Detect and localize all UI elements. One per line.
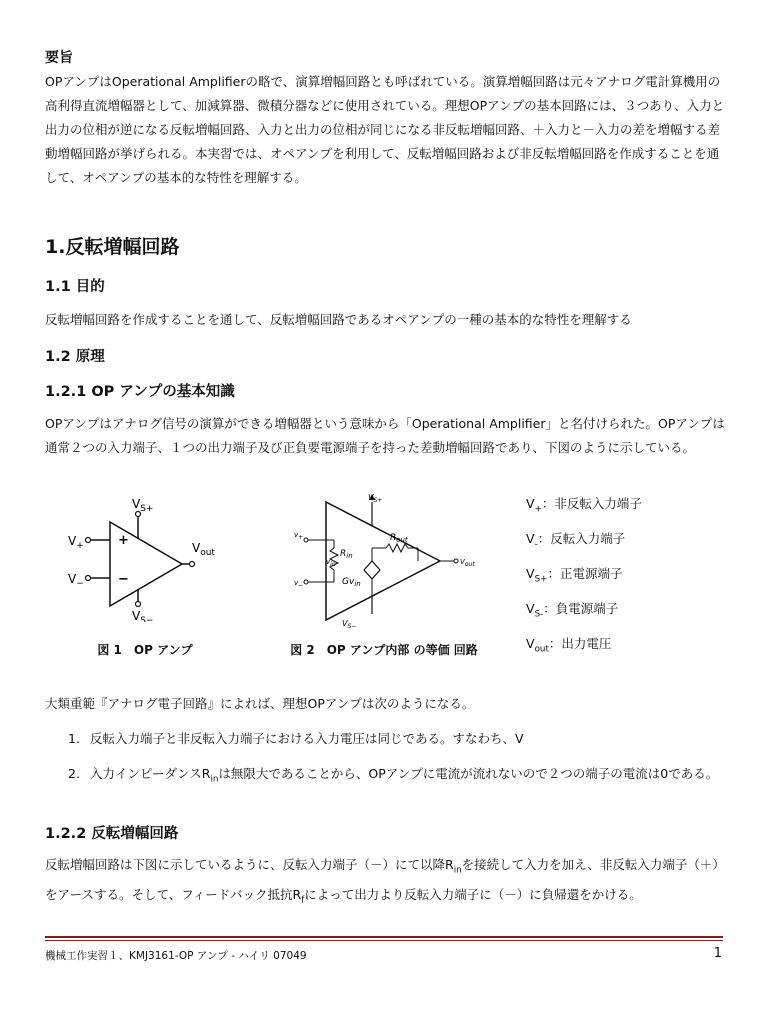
vs-plus-label: $V_{S+}$ — [132, 497, 154, 514]
vminus-label: v− — [294, 579, 304, 589]
footer-rule-thick — [45, 936, 723, 938]
v-minus-label: $V_-$ — [68, 572, 84, 589]
ideal-list-item-1 — [68, 727, 723, 751]
legend-item: $V_{S-}$：負電源端子 — [526, 601, 619, 620]
list-number: 1. — [68, 731, 80, 746]
v-out-label: $V_{out}$ — [192, 541, 215, 558]
abstract-heading: 要旨 — [45, 50, 73, 66]
page-number: 1 — [713, 946, 722, 961]
section-1-1-title: 1.1 目的 — [45, 279, 105, 295]
section-1-2-2-text: 反転増幅回路は下図に示しているように、反転入力端子（－）にて以降$R_{in}$を接続して入力を加え、非反転入力端子（＋）をアースする。そして、フィードバック抵抗$R_f$によって出力より反転入力端子に（－）に負帰還をかける。 — [45, 857, 725, 905]
vplus-label: v+ — [294, 531, 304, 541]
list-text: 反転入力端子と非反転入力端子における入力電圧は同じである。すなわち、V — [90, 731, 524, 746]
vplus-terminal — [304, 538, 308, 542]
op-amp-symbol-figure — [62, 492, 262, 622]
footer-text: 機械工作実習１、KMJ3161-OP アンプ - ハイリ 07049 — [45, 950, 307, 962]
vout-label: Vout — [460, 558, 475, 568]
section-1-2-2-title: 1.2.2 反転増幅回路 — [45, 826, 179, 842]
legend-item: $V_-$：反転入力端子 — [526, 531, 626, 550]
ideal-opamp-intro: 大類重範『アナログ電子回路』によれば、理想OPアンプは次のようになる。 — [45, 696, 475, 711]
legend-item: $V_+$：非反転入力端子 — [526, 496, 642, 515]
vin-label: vin — [326, 558, 336, 568]
equivalent-circuit-figure — [290, 486, 480, 636]
equivalent-triangle — [326, 502, 440, 620]
output-terminal — [454, 559, 458, 563]
gain-label: $Gv_{in}$ — [342, 577, 361, 588]
section-1-2-1-title: 1.2.1 OP アンプの基本知識 — [45, 384, 235, 400]
rout-label: $R_{out}$ — [390, 533, 408, 544]
figure-1-caption: 図 1 OP アンプ — [97, 643, 193, 657]
rout-resistor — [386, 544, 408, 552]
footer-rule-thin — [45, 940, 723, 941]
ideal-list-item-2 — [68, 762, 723, 810]
legend-item: $V_{out}$：出力電圧 — [526, 636, 612, 655]
section-1-title: 1.反転増幅回路 — [45, 236, 180, 258]
non-inverting-terminal — [86, 538, 91, 543]
vs-minus-label: $V_{S-}$ — [342, 619, 357, 630]
figure-2-caption: 図 2 OP アンプ内部 の等価 回路 — [290, 643, 478, 657]
list-text: 入力インピーダンス$R_{in}$は無限大であることから、OPアンプに電流が流れないので２つの端子の電流は0である。 — [90, 766, 719, 785]
dependent-source-icon — [364, 561, 380, 579]
section-1-2-title: 1.2 原理 — [45, 349, 105, 365]
section-1-2-1-text: OPアンプはアナログ信号の演算ができる増幅器という意味から「Operational Amplifier」と名付けられた。OPアンプは通常２つの入力端子、１つの出力端子及び正負要電源端子を持った差動増幅回路であり、下図のように示している。 — [45, 416, 725, 455]
vs-minus-label: $V_{S-}$ — [132, 609, 154, 622]
v-plus-label: $V_+$ — [68, 534, 84, 551]
rin-label: $R_{in}$ — [340, 549, 353, 560]
inverting-terminal — [86, 576, 91, 581]
abstract-text: OPアンプはOperational Amplifierの略で、演算増幅回路とも呼ばれている。演算増幅回路は元々アナログ電計算機用の高利得直流増幅器として、加減算器、微積分器などに使用されている。理想OPアンプの基本回路には、３つあり、入力と出力の位相が逆になる反転増幅回路、入力と出力の位相が同じになる非反転増幅回路、＋入力と－入力の差を増幅する差動増幅回路が挙げられる。本実習では、オペアンプを利用して、反転増幅回路および非反転増幅回路を作成することを通して、オペアンプの基本的な特性を理解する。 — [45, 74, 725, 185]
list-number: 2. — [68, 766, 80, 781]
negative-supply-terminal — [136, 602, 141, 607]
plus-sign: + — [118, 533, 129, 548]
output-terminal — [190, 562, 195, 567]
minus-sign: − — [118, 572, 129, 587]
legend-item: $V_{S+}$：正電源端子 — [526, 566, 623, 585]
section-1-1-text: 反転増幅回路を作成することを通して、反転増幅回路であるオペアンプの一種の基本的な特性を理解する — [45, 312, 632, 327]
vminus-terminal — [304, 580, 308, 584]
vs-plus-label: $V_{S+}$ — [368, 493, 383, 504]
